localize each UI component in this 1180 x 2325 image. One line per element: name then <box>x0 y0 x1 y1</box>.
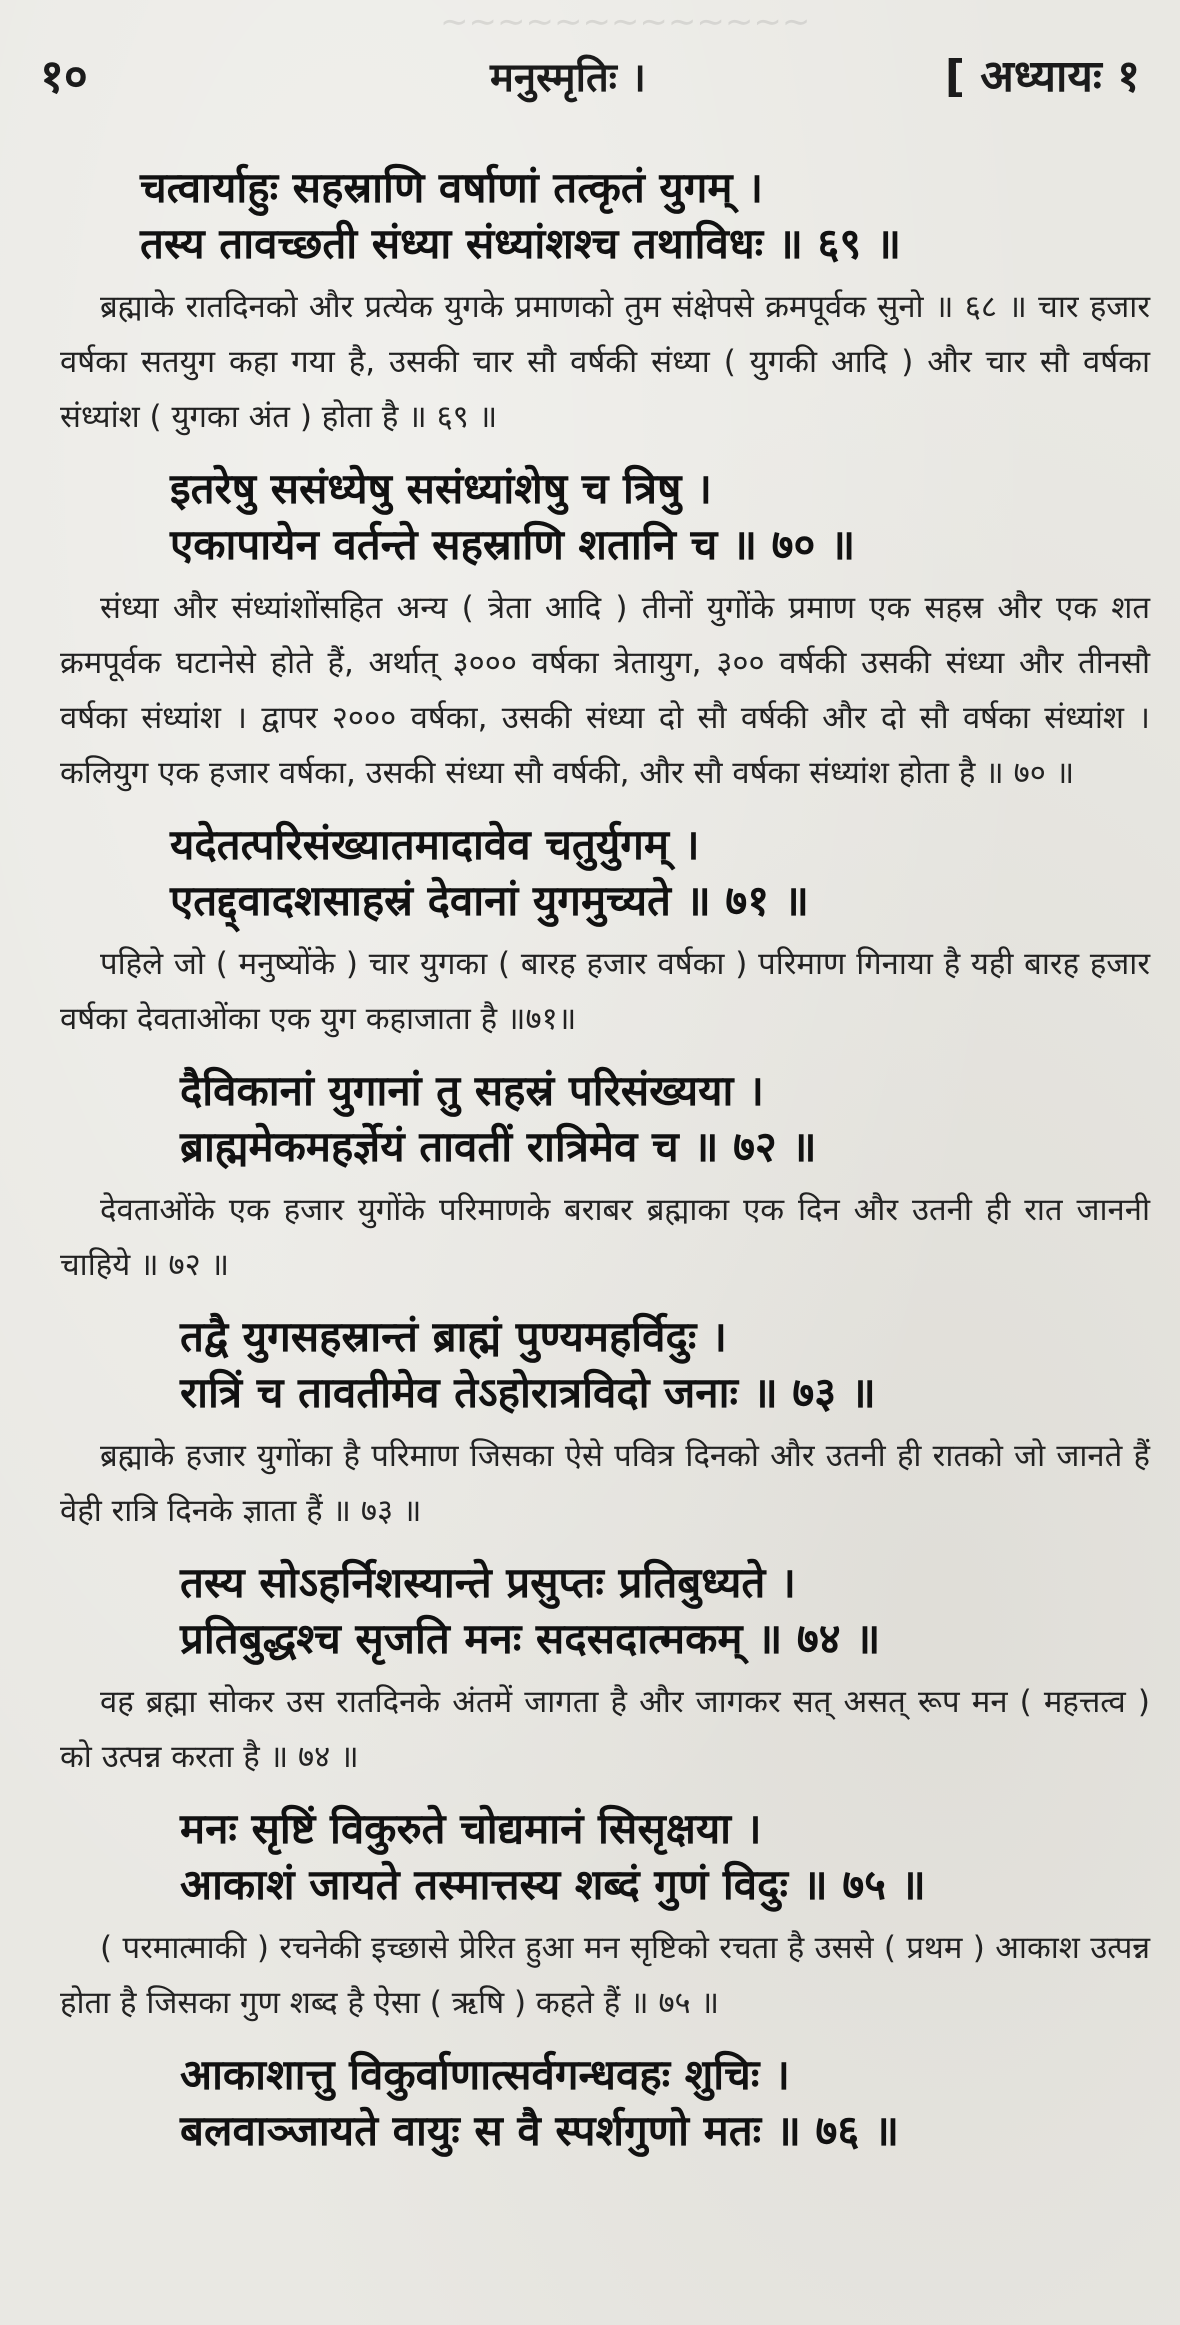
book-title: मनुस्मृतिः । <box>490 55 646 101</box>
verse-69 <box>60 160 1150 272</box>
verse-75 <box>60 1801 1150 1913</box>
translation-72: देवताओंके एक हजार युगोंके परिमाणके बराबर ब्रह्माका एक दिन और उतनी ही रात जाननी चाहिये ॥ ७२ ॥ <box>60 1192 1150 1283</box>
verse-73 <box>60 1309 1150 1421</box>
verse-76 <box>60 2047 1150 2159</box>
verse-line: रात्रिं च तावतीमेव तेऽहोरात्रविदो जनाः ॥ ७३ ॥ <box>180 1368 876 1417</box>
translation-75: ( परमात्माकी ) रचनेकी इच्छासे प्रेरित हुआ मन सृष्टिको रचता है उससे ( प्रथम ) आकाश उत्पन्न होता है जिसका गुण शब्द है ऐसा ( ऋषि ) कहते हैं ॥ ७५ ॥ <box>60 1930 1150 2021</box>
bleed-through-text: ∼∼∼∼∼∼∼∼∼∼∼∼∼ <box>440 2 811 42</box>
verse-line: आकाशं जायते तस्मात्तस्य शब्दं गुणं विदुः ॥ ७५ ॥ <box>180 1860 926 1909</box>
page-header <box>30 44 1140 114</box>
chapter-label: [ अध्यायः १ <box>944 51 1140 102</box>
page-number: १० <box>40 49 88 103</box>
verse-line: ब्राह्ममेकमहर्ज्ञेयं तावतीं रात्रिमेव च ॥ ७२ ॥ <box>180 1122 817 1171</box>
page-body <box>60 160 1150 2167</box>
verse-line: तस्य तावच्छती संध्या संध्यांशश्च तथाविधः ॥ ६९ ॥ <box>140 219 901 268</box>
verse-line: चत्वार्याहुः सहस्राणि वर्षाणां तत्कृतं युगम् । <box>140 163 764 212</box>
verse-74 <box>60 1555 1150 1667</box>
verse-line: प्रतिबुद्धश्च सृजति मनः सदसदात्मकम् ॥ ७४ ॥ <box>180 1614 881 1663</box>
verse-line: मनः सृष्टिं विकुरुते चोद्यमानं सिसृक्षया । <box>180 1804 762 1853</box>
verse-line: तद्वै युगसहस्रान्तं ब्राह्मं पुण्यमहर्विदुः । <box>180 1312 727 1361</box>
verse-line: तस्य सोऽहर्निशस्यान्ते प्रसुप्तः प्रतिबुध्यते । <box>180 1558 796 1607</box>
translation-73: ब्रह्माके हजार युगोंका है परिमाण जिसका ऐसे पवित्र दिनको और उतनी ही रातको जो जानते हैं वेही रात्रि दिनके ज्ञाता हैं ॥ ७३ ॥ <box>60 1438 1150 1529</box>
verse-line: दैविकानां युगानां तु सहस्रं परिसंख्यया । <box>180 1066 764 1115</box>
verse-line: आकाशात्तु विकुर्वाणात्सर्वगन्धवहः शुचिः । <box>180 2050 790 2099</box>
verse-line: यदेतत्परिसंख्यातमादावेव चतुर्युगम् । <box>170 820 700 869</box>
verse-line: एतद्द्वादशसाहस्रं देवानां युगमुच्यते ॥ ७१ ॥ <box>170 876 809 925</box>
verse-72 <box>60 1063 1150 1175</box>
verse-line: एकापायेन वर्तन्ते सहस्राणि शतानि च ॥ ७० ॥ <box>170 520 856 569</box>
translation-70: संध्या और संध्यांशोंसहित अन्य ( त्रेता आदि ) तीनों युगोंके प्रमाण एक सहस्र और एक शत क्रमपूर्वक घटानेसे होते हैं, अर्थात् ३००० वर्षका त्रेतायुग, ३०० वर्षकी उसकी संध्या और तीनसौ वर्षका संध्यांश । द्वापर २००० वर्षका, उसकी संध्या दो सौ वर्षकी और दो सौ वर्षका संध्यांश । कलियुग एक हजार वर्षका, उसकी संध्या सौ वर्षकी, और सौ वर्षका संध्यांश होता है ॥ ७० ॥ <box>60 590 1150 791</box>
verse-line: इतरेषु ससंध्येषु ससंध्यांशेषु च त्रिषु । <box>170 464 712 513</box>
verse-70 <box>60 461 1150 573</box>
verse-71 <box>60 817 1150 929</box>
translation-74: वह ब्रह्मा सोकर उस रातदिनके अंतमें जागता है और जागकर सत् असत् रूप मन ( महत्तत्व ) को उत्पन्न करता है ॥ ७४ ॥ <box>60 1684 1150 1775</box>
translation-69: ब्रह्माके रातदिनको और प्रत्येक युगके प्रमाणको तुम संक्षेपसे क्रमपूर्वक सुनो ॥ ६८ ॥ चार हजार वर्षका सतयुग कहा गया है, उसकी चार सौ वर्षकी संध्या ( युगकी आदि ) और चार सौ वर्षका संध्यांश ( युगका अंत ) होता है ॥ ६९ ॥ <box>60 289 1150 435</box>
translation-71: पहिले जो ( मनुष्योंके ) चार युगका ( बारह हजार वर्षका ) परिमाण गिनाया है यही बारह हजार वर्षका देवताओंका एक युग कहाजाता है ॥७१॥ <box>60 946 1150 1037</box>
verse-line: बलवाञ्जायते वायुः स वै स्पर्शगुणो मतः ॥ ७६ ॥ <box>180 2106 900 2155</box>
